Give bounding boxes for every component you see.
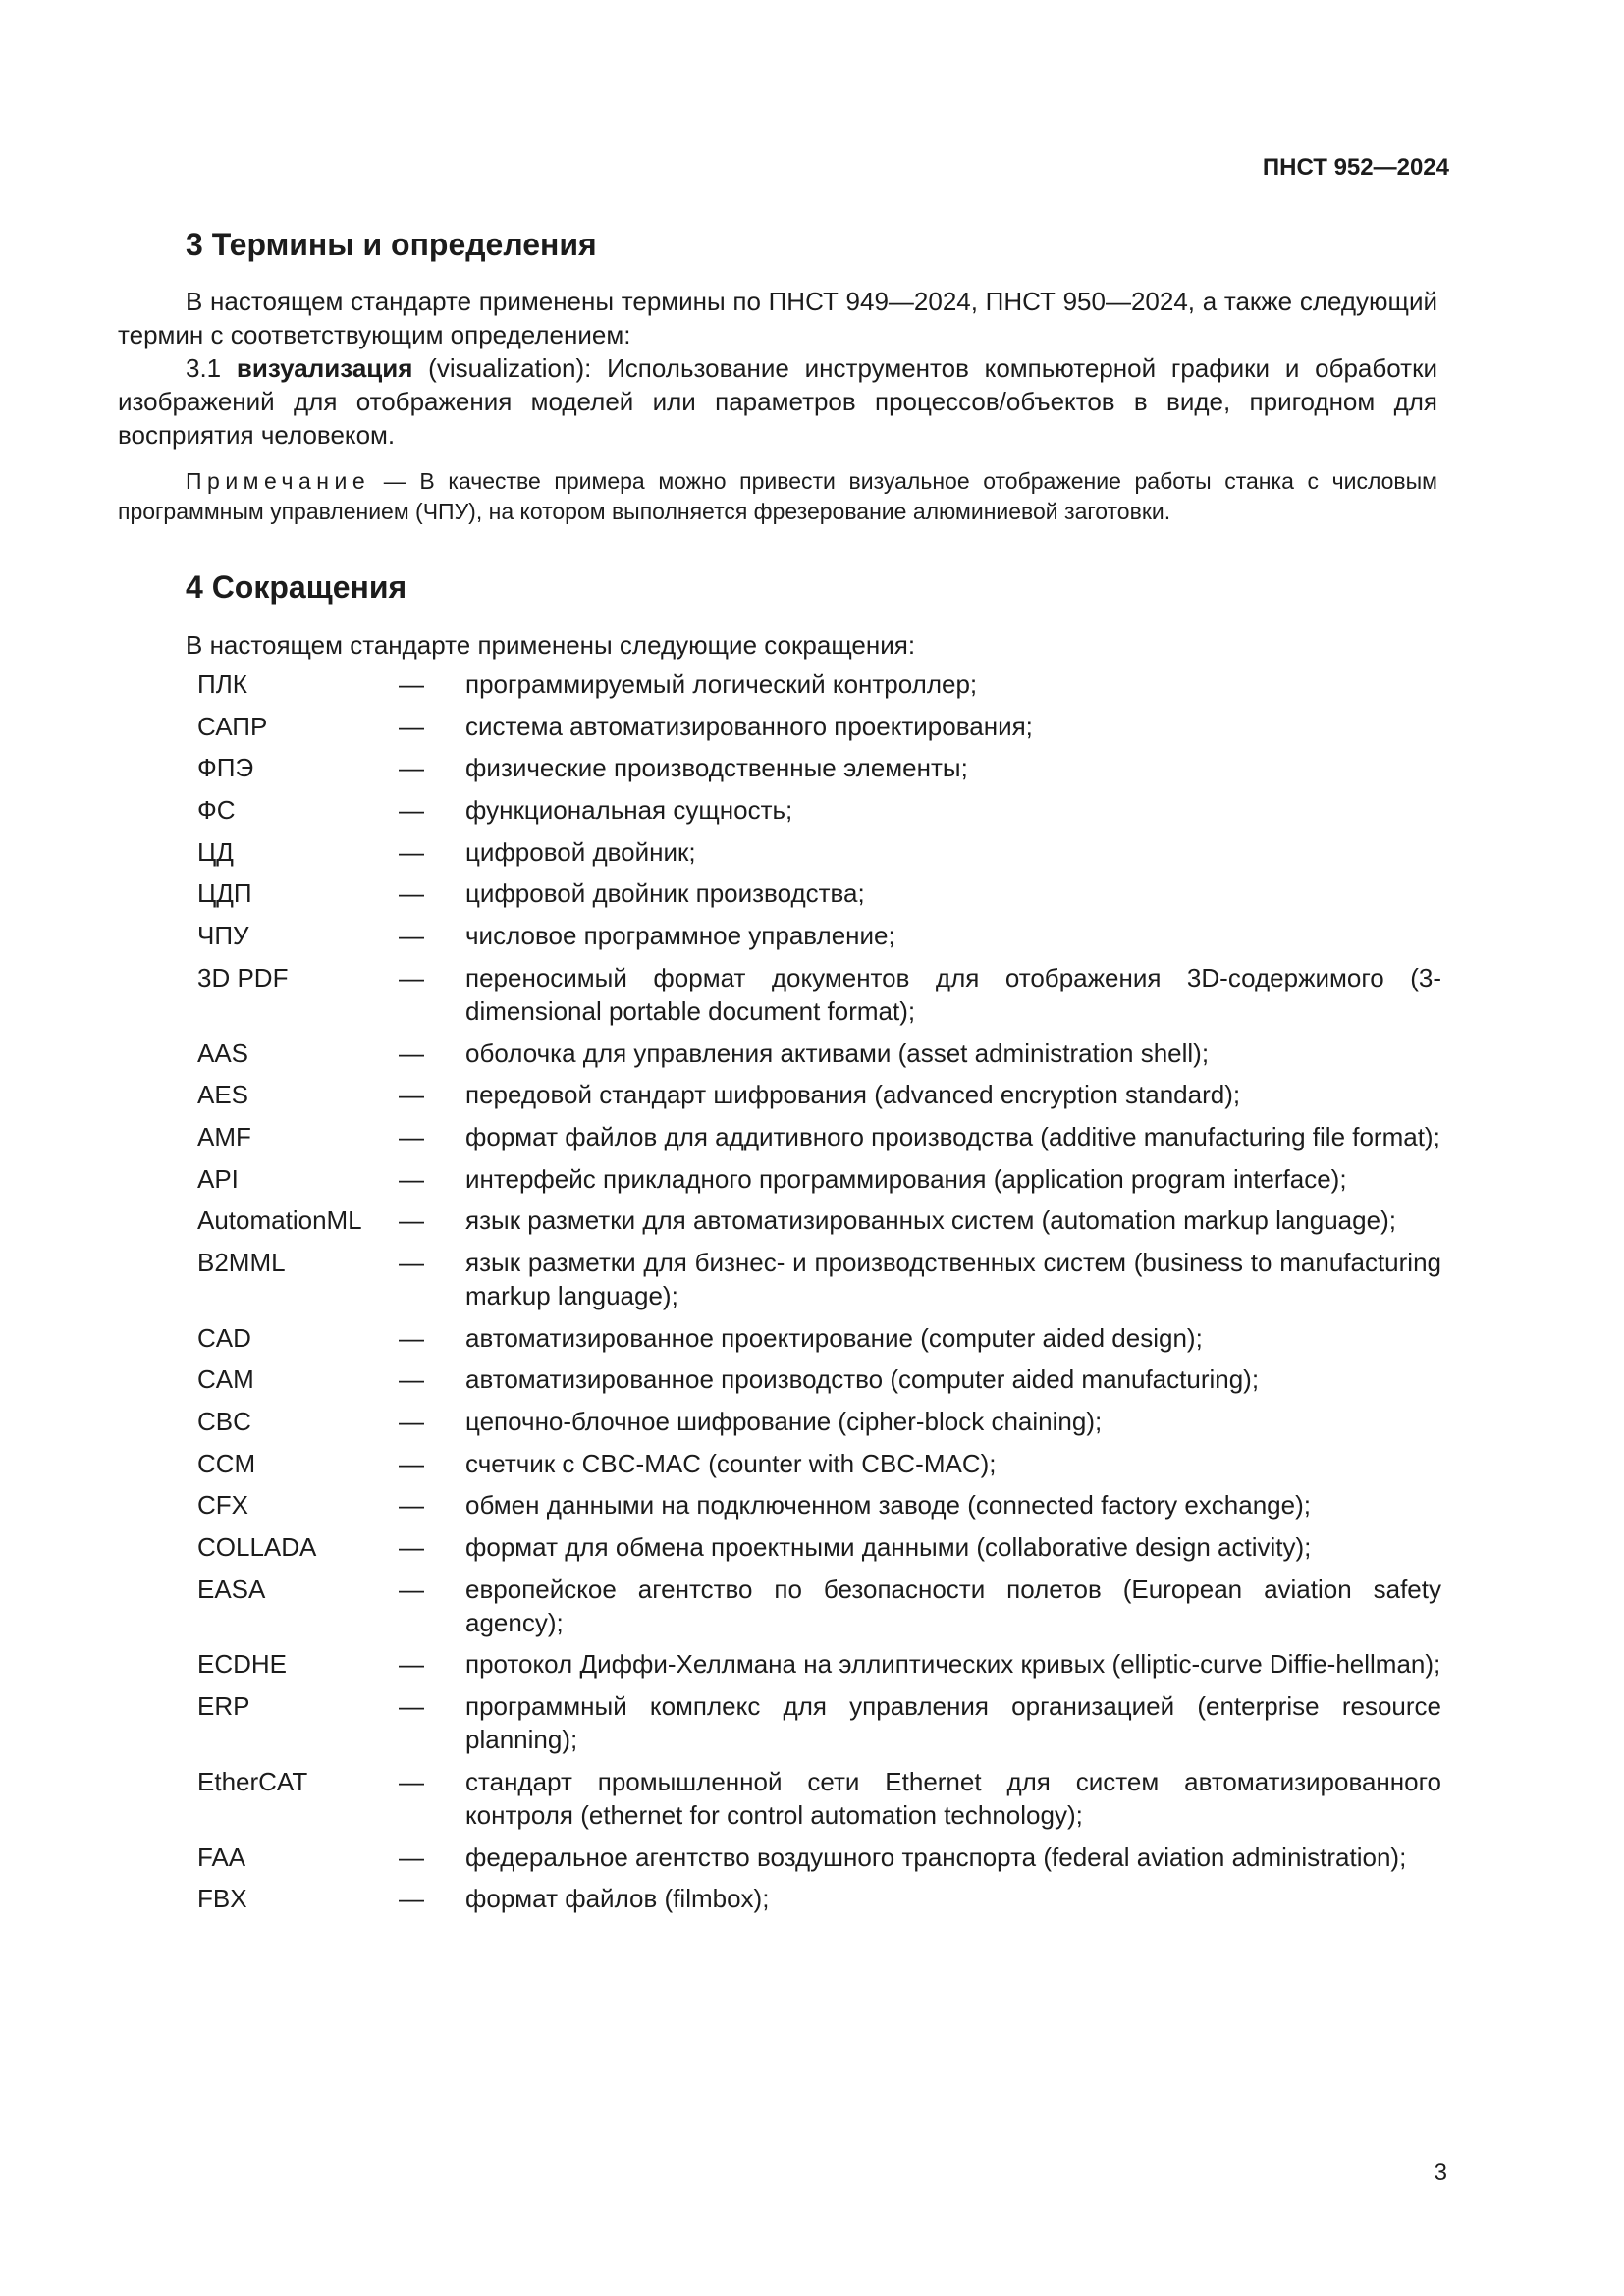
section-4-intro: В настоящем стандарте применены следующие сокращения:	[186, 630, 916, 660]
abbreviation-term: FBX	[197, 1884, 247, 1914]
section-3-intro: В настоящем стандарте применены термины по ПНСТ 949—2024, ПНСТ 950—2024, а также следующий термин с соответствующим определением:	[118, 287, 1437, 349]
abbreviation-dash: —	[399, 1532, 424, 1563]
abbreviation-row	[0, 1647, 1624, 1681]
abbreviation-dash: —	[399, 1364, 424, 1395]
section-3-body	[118, 285, 1437, 452]
term-text: (visualization): Использование инструментов компьютерной графики и обработки изображений для отображения моделей или параметров процессов/объектов в виде, пригодном для восприятия человеком.	[118, 353, 1437, 450]
abbreviation-term: ФС	[197, 795, 236, 826]
abbreviation-dash: —	[399, 753, 424, 783]
note-label: Примечание	[186, 468, 371, 494]
abbreviation-definition: оболочка для управления активами (asset administration shell);	[465, 1038, 1210, 1068]
abbreviation-row	[0, 1321, 1624, 1355]
abbreviation-term: FAA	[197, 1842, 246, 1872]
term-number: 3.1	[186, 353, 222, 383]
abbreviation-dash: —	[399, 1080, 424, 1110]
abbreviation-term: AutomationML	[197, 1205, 362, 1236]
document-code: ПНСТ 952—2024	[1262, 154, 1449, 181]
abbreviation-dash: —	[399, 711, 424, 741]
abbreviation-definition: переносимый формат документов для отображения 3D-содержимого (3-dimensional portable document format);	[465, 962, 1441, 1026]
abbreviation-row	[0, 710, 1624, 743]
abbreviation-definition: функциональная сущность;	[465, 795, 793, 826]
abbreviation-term: ЦДП	[197, 879, 252, 909]
abbreviation-dash: —	[399, 879, 424, 909]
abbreviation-list	[0, 667, 1624, 1924]
abbreviation-term: ЦД	[197, 836, 234, 867]
abbreviation-definition: цепочно-блочное шифрование (cipher-block chaining);	[465, 1407, 1103, 1436]
abbreviation-dash: —	[399, 1163, 424, 1194]
abbreviation-term: AMF	[197, 1121, 251, 1151]
abbreviation-dash: —	[399, 1448, 424, 1478]
abbreviation-definition: федеральное агентство воздушного транспорта (federal aviation administration);	[465, 1842, 1407, 1872]
abbreviation-dash: —	[399, 669, 424, 699]
abbreviation-dash: —	[399, 1574, 424, 1604]
abbreviation-definition: формат файлов для аддитивного производства (additive manufacturing file format);	[465, 1121, 1440, 1151]
abbreviation-row	[0, 919, 1624, 952]
abbreviation-row	[0, 751, 1624, 784]
abbreviation-row	[0, 1362, 1624, 1396]
abbreviation-dash: —	[399, 1121, 424, 1151]
abbreviation-definition: автоматизированное проектирование (computer aided design);	[465, 1322, 1203, 1353]
abbreviation-term: AAS	[197, 1038, 249, 1068]
abbreviation-row	[0, 877, 1624, 910]
abbreviation-term: EASA	[197, 1574, 266, 1604]
abbreviation-term: API	[197, 1163, 239, 1194]
abbreviation-definition: обмен данными на подключенном заводе (connected factory exchange);	[465, 1490, 1311, 1521]
abbreviation-definition: программный комплекс для управления организацией (enterprise resource planning);	[465, 1691, 1441, 1755]
abbreviation-term: ЧПУ	[197, 921, 249, 951]
abbreviation-definition: язык разметки для автоматизированных систем (automation markup language);	[465, 1205, 1396, 1236]
abbreviation-definition: язык разметки для бизнес- и производственных систем (business to manufacturing markup language);	[465, 1247, 1441, 1310]
section-4-heading: 4 Сокращения	[186, 569, 407, 605]
abbreviation-definition: система автоматизированного проектирования;	[465, 711, 1033, 741]
abbreviation-row	[0, 667, 1624, 701]
abbreviation-dash: —	[399, 1205, 424, 1236]
abbreviation-term: САПР	[197, 711, 268, 741]
abbreviation-definition: счетчик с CBC-MAC (counter with CBC-MAC);	[465, 1448, 997, 1478]
abbreviation-dash: —	[399, 1247, 424, 1277]
abbreviation-definition: числовое программное управление;	[465, 921, 895, 951]
abbreviation-definition: физические производственные элементы;	[465, 753, 968, 783]
abbreviation-term: 3D PDF	[197, 962, 289, 992]
term-definition	[118, 351, 1437, 452]
abbreviation-row	[0, 1841, 1624, 1874]
abbreviation-definition: интерфейс прикладного программирования (application program interface);	[465, 1163, 1347, 1194]
abbreviation-row	[0, 1078, 1624, 1111]
page-number: 3	[1434, 2160, 1447, 2186]
abbreviation-row	[0, 1573, 1624, 1639]
abbreviation-row	[0, 1162, 1624, 1196]
abbreviation-row	[0, 1246, 1624, 1312]
abbreviation-dash: —	[399, 1490, 424, 1521]
abbreviation-term: CBC	[197, 1407, 251, 1436]
section-3-heading: 3 Термины и определения	[186, 227, 597, 262]
term-name: визуализация	[236, 353, 413, 383]
abbreviation-dash: —	[399, 1766, 424, 1796]
abbreviation-dash: —	[399, 1649, 424, 1680]
abbreviation-term: AES	[197, 1080, 249, 1110]
note-paragraph	[118, 466, 1437, 527]
abbreviation-row	[0, 1488, 1624, 1522]
abbreviation-row	[0, 1037, 1624, 1070]
abbreviation-definition: передовой стандарт шифрования (advanced encryption standard);	[465, 1080, 1241, 1110]
abbreviation-dash: —	[399, 795, 424, 826]
abbreviation-term: ERP	[197, 1691, 250, 1722]
abbreviation-term: COLLADA	[197, 1532, 317, 1563]
abbreviation-term: EtherCAT	[197, 1766, 308, 1796]
abbreviation-row	[0, 1405, 1624, 1438]
abbreviation-row	[0, 1447, 1624, 1480]
abbreviation-dash: —	[399, 1884, 424, 1914]
abbreviation-definition: автоматизированное производство (computer aided manufacturing);	[465, 1364, 1260, 1395]
abbreviation-term: CCM	[197, 1448, 256, 1478]
abbreviation-definition: программируемый логический контроллер;	[465, 669, 978, 699]
abbreviation-row	[0, 961, 1624, 1028]
abbreviation-dash: —	[399, 962, 424, 992]
abbreviation-dash: —	[399, 1842, 424, 1872]
note-text: — В качестве примера можно привести визуальное отображение работы станка с числовым программным управлением (ЧПУ), на котором выполняется фрезерование алюминиевой заготовки.	[118, 468, 1437, 524]
abbreviation-dash: —	[399, 1322, 424, 1353]
abbreviation-definition: стандарт промышленной сети Ethernet для систем автоматизированного контроля (ethernet for control automation technology);	[465, 1766, 1441, 1830]
abbreviation-dash: —	[399, 1407, 424, 1436]
abbreviation-row	[0, 1120, 1624, 1153]
abbreviation-definition: цифровой двойник;	[465, 836, 696, 867]
abbreviation-row	[0, 1689, 1624, 1756]
abbreviation-term: CAM	[197, 1364, 254, 1395]
abbreviation-term: CAD	[197, 1322, 251, 1353]
abbreviation-definition: протокол Диффи-Хеллмана на эллиптических кривых (elliptic-curve Diffie-hellman);	[465, 1649, 1441, 1680]
abbreviation-row	[0, 835, 1624, 869]
abbreviation-definition: цифровой двойник производства;	[465, 879, 865, 909]
abbreviation-term: ПЛК	[197, 669, 247, 699]
abbreviation-term: CFX	[197, 1490, 248, 1521]
abbreviation-dash: —	[399, 1691, 424, 1722]
abbreviation-row	[0, 1765, 1624, 1832]
abbreviation-definition: формат для обмена проектными данными (collaborative design activity);	[465, 1532, 1312, 1563]
abbreviation-row	[0, 1882, 1624, 1915]
abbreviation-row	[0, 1530, 1624, 1564]
abbreviation-dash: —	[399, 1038, 424, 1068]
abbreviation-row	[0, 1203, 1624, 1237]
abbreviation-dash: —	[399, 921, 424, 951]
abbreviation-term: ECDHE	[197, 1649, 288, 1680]
abbreviation-row	[0, 793, 1624, 827]
abbreviation-definition: европейское агентство по безопасности полетов (European aviation safety agency);	[465, 1574, 1441, 1637]
abbreviation-term: B2MML	[197, 1247, 286, 1277]
abbreviation-dash: —	[399, 836, 424, 867]
abbreviation-term: ФПЭ	[197, 753, 254, 783]
abbreviation-definition: формат файлов (filmbox);	[465, 1884, 770, 1914]
